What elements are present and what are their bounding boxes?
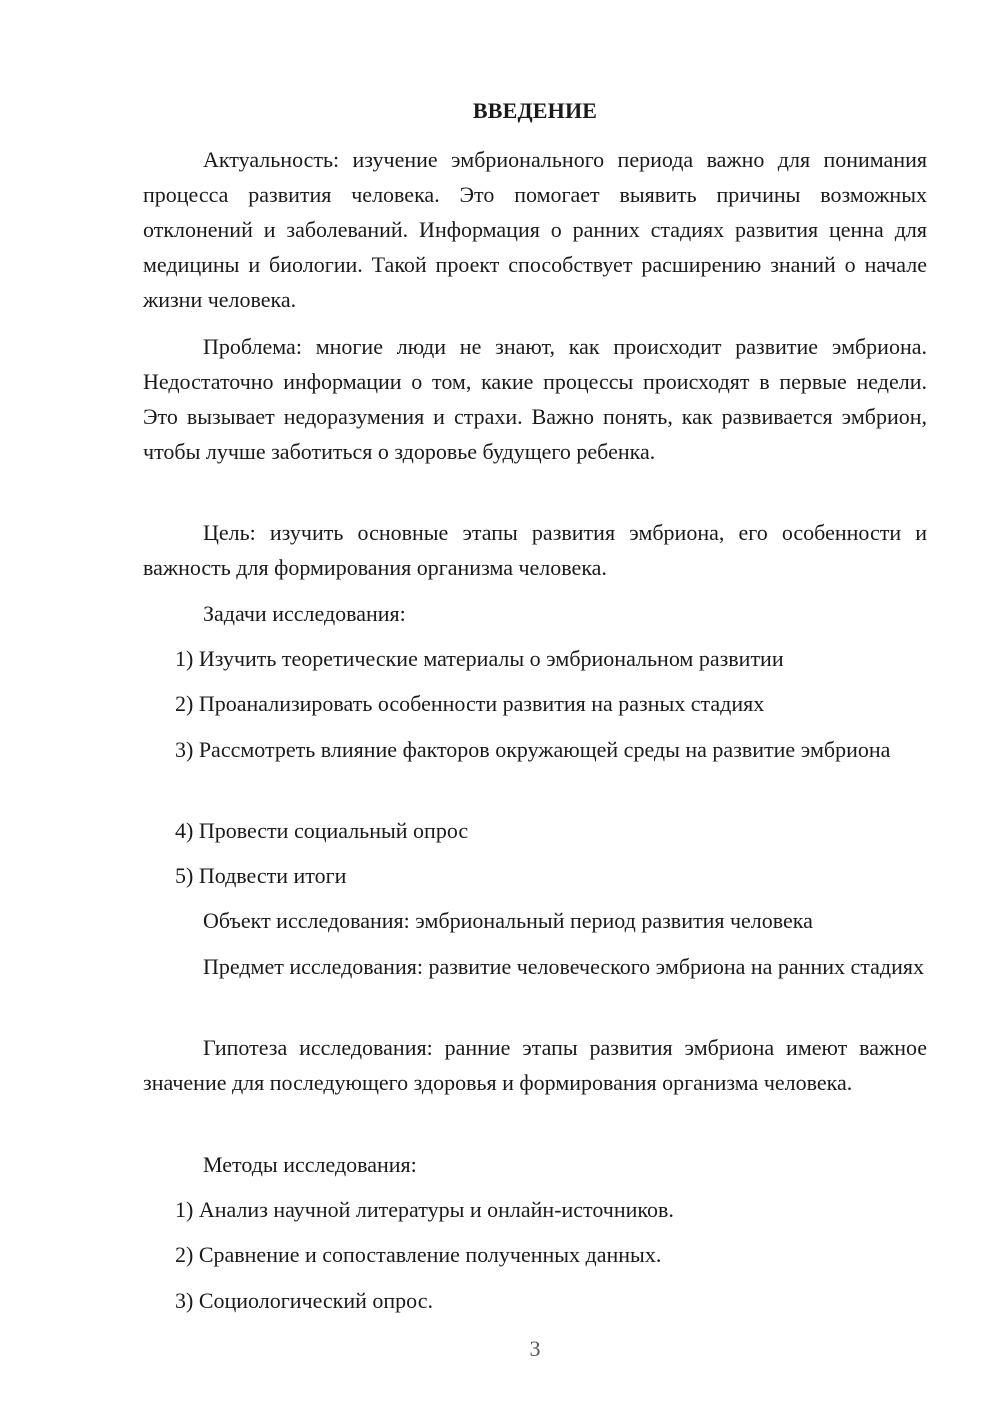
list-item-task-4: 4) Провести социальный опрос: [175, 818, 469, 843]
paragraph-relevance: Актуальность: изучение эмбрионального периода важно для понимания процесса развития человека. Это помогает выявить причины возможных отклонений и заболеваний. Информация о ранних стадиях развития ценна для медицины и биологии. Такой проект способствует расширению знаний о начале жизни человека.: [143, 147, 927, 312]
paragraph-problem: Проблема: многие люди не знают, как происходит развитие эмбриона. Недостаточно информации о том, какие процессы происходят в первые недели. Это вызывает недоразумения и страхи. Важно понять, как развивается эмбрион, чтобы лучше заботиться о здоровье будущего ребенка.: [143, 334, 927, 464]
list-item-task-2: 2) Проанализировать особенности развития на разных стадиях: [175, 691, 765, 716]
list-item-method-2: 2) Сравнение и сопоставление полученных данных.: [175, 1242, 662, 1267]
paragraph-goal: Цель: изучить основные этапы развития эмбриона, его особенности и важность для формирования организма человека.: [143, 520, 927, 580]
list-item-task-5: 5) Подвести итоги: [175, 863, 347, 888]
list-item-method-1: 1) Анализ научной литературы и онлайн-источников.: [175, 1197, 674, 1222]
paragraph-object: Объект исследования: эмбриональный период развития человека: [203, 908, 813, 933]
page-number: 3: [529, 1336, 541, 1361]
list-item-method-3: 3) Социологический опрос.: [175, 1288, 433, 1313]
page-title: ВВЕДЕНИЕ: [472, 98, 598, 123]
list-item-task-3: 3) Рассмотреть влияние факторов окружающей среды на развитие эмбриона: [175, 737, 891, 762]
list-item-task-1: 1) Изучить теоретические материалы о эмбриональном развитии: [175, 646, 784, 671]
methods-heading: Методы исследования:: [203, 1152, 417, 1177]
tasks-heading: Задачи исследования:: [203, 601, 406, 626]
paragraph-hypothesis: Гипотеза исследования: ранние этапы развития эмбриона имеют важное значение для последующего здоровья и формирования организма человека.: [143, 1035, 927, 1095]
paragraph-subject: Предмет исследования: развитие человеческого эмбриона на ранних стадиях: [203, 954, 924, 979]
